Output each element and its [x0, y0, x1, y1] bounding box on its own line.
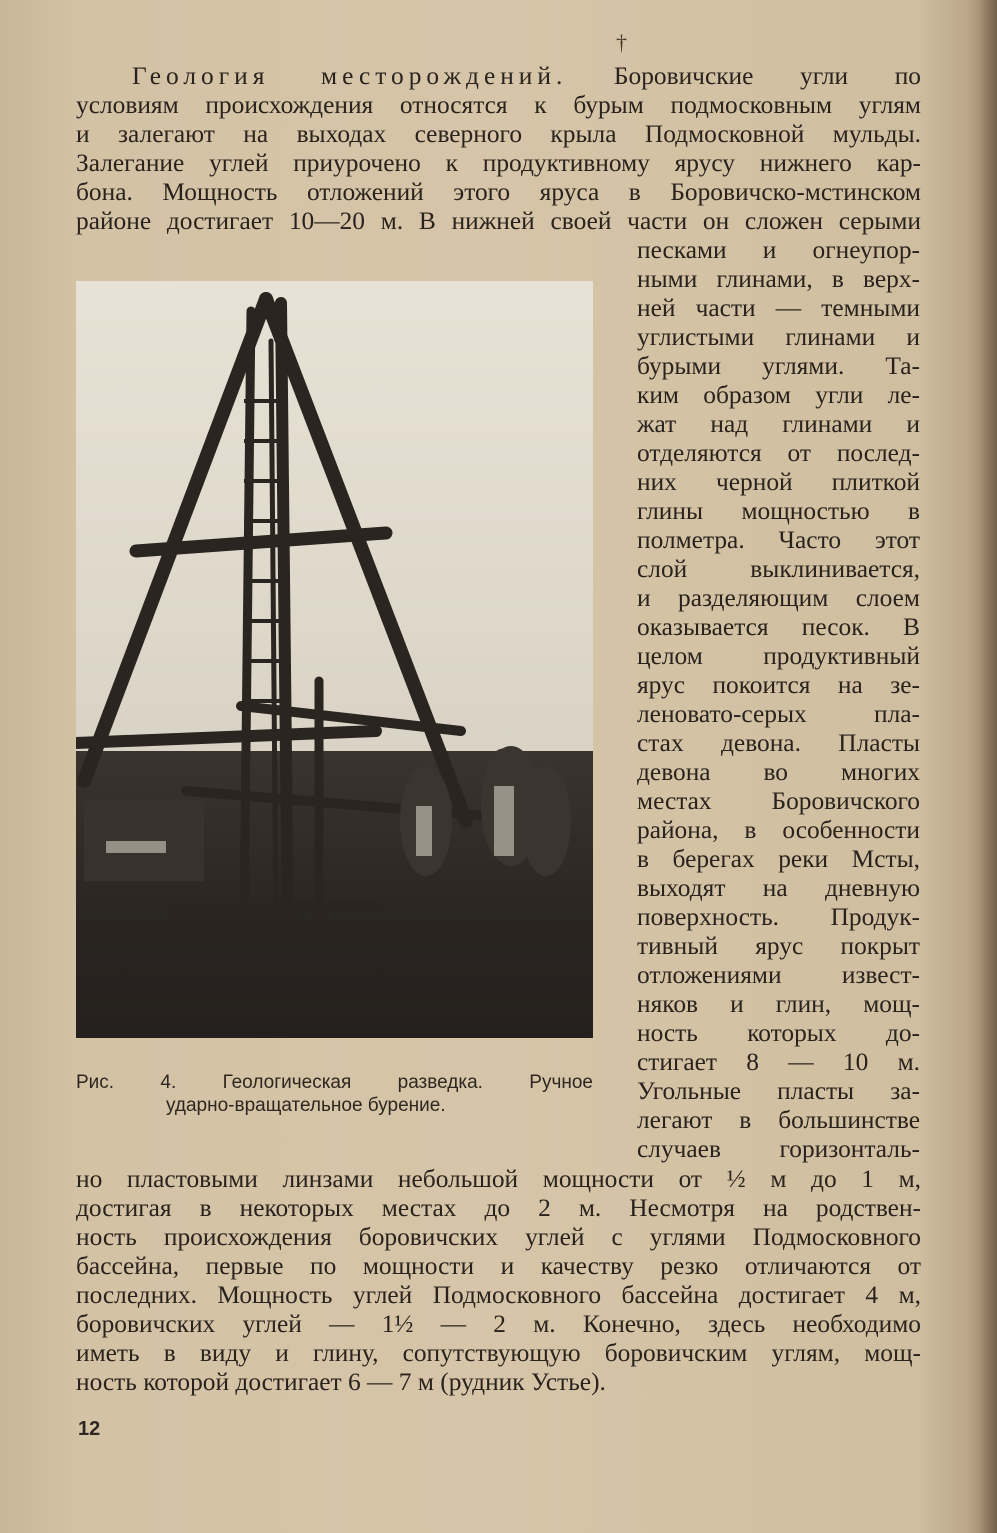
figure-caption: [76, 1071, 593, 1117]
column-line: бурыми углями. Та-: [637, 352, 920, 380]
column-line: девона во многих: [637, 758, 920, 786]
closing-paragraph: [76, 1165, 921, 1397]
column-line: ными глинами, в верх-: [637, 265, 920, 293]
column-line: выходят на дневную: [637, 874, 920, 902]
column-line: района, в особенности: [637, 816, 920, 844]
column-line: углистыми глинами и: [637, 323, 920, 351]
column-line: стах девона. Пласты: [637, 729, 920, 757]
text-line-6: районе достигает 10—20 м. В нижней своей части он сложен серыми: [76, 207, 921, 235]
column-line: слой выклинивается,: [637, 555, 920, 583]
column-line: поверхность. Продук-: [637, 903, 920, 931]
closing-line: бассейна, первые по мощности и качеству резко отличаются от: [76, 1252, 921, 1280]
text-line-3: и залегают на выходах северного крыла Подмосковной мульды.: [76, 120, 921, 148]
column-line: песками и огнеупор-: [637, 236, 920, 264]
page-edge-shadow: [979, 0, 997, 1533]
column-line: жат над глинами и: [637, 410, 920, 438]
caption-line-1: Рис. 4. Геологическая разведка. Ручное: [76, 1072, 593, 1093]
column-line: ность которых до-: [637, 1019, 920, 1047]
column-line: тивный ярус покрыт: [637, 932, 920, 960]
section-heading: Геология месторождений.: [132, 62, 568, 90]
column-line: Угольные пласты за-: [637, 1077, 920, 1105]
page-number: 12: [78, 1418, 101, 1440]
column-line: случаев горизонталь-: [637, 1135, 920, 1163]
column-line: целом продуктивный: [637, 642, 920, 670]
caption-line-2: ударно-вращательное бурение.: [166, 1095, 446, 1116]
drilling-rig-photo: [76, 281, 593, 1038]
closing-line: достигая в некоторых местах до 2 м. Несмотря на родствен-: [76, 1194, 921, 1222]
column-line: ярус покоится на зе-: [637, 671, 920, 699]
column-line: в берегах реки Мсты,: [637, 845, 920, 873]
closing-line: ность которой достигает 6 — 7 м (рудник Устье).: [76, 1368, 606, 1396]
column-line: местах Боровичского: [637, 787, 920, 815]
text-line-2: условиям происхождения относятся к бурым подмосковным углям: [76, 91, 921, 119]
intro-paragraph: [76, 62, 921, 236]
text-line-5: бона. Мощность отложений этого яруса в Боровичско-мстинском: [76, 178, 921, 206]
column-line: леновато-серых пла-: [637, 700, 920, 728]
closing-line: боровичских углей — 1½ — 2 м. Конечно, здесь необходимо: [76, 1310, 921, 1338]
figure-photo: [76, 281, 593, 1038]
top-mark: †: [616, 30, 627, 55]
column-line: легают в большинстве: [637, 1106, 920, 1134]
side-column-text: [637, 236, 920, 1164]
closing-line: иметь в виду и глину, сопутствующую боровичским углям, мощ-: [76, 1339, 921, 1367]
column-line: отложениями извест-: [637, 961, 920, 989]
column-line: оказывается песок. В: [637, 613, 920, 641]
heading-continuation: Боровичские угли по: [567, 62, 921, 90]
text-line-1: [76, 62, 921, 91]
closing-line: последних. Мощность углей Подмосковного бассейна достигает 4 м,: [76, 1281, 921, 1309]
column-line: отделяются от послед-: [637, 439, 920, 467]
text-line-4: Залегание углей приурочено к продуктивному ярусу нижнего кар-: [76, 149, 921, 177]
column-line: них черной плиткой: [637, 468, 920, 496]
column-line: и разделяющим слоем: [637, 584, 920, 612]
column-line: ким образом угли ле-: [637, 381, 920, 409]
column-line: полметра. Часто этот: [637, 526, 920, 554]
column-line: глины мощностью в: [637, 497, 920, 525]
column-line: стигает 8 — 10 м.: [637, 1048, 920, 1076]
column-line: ней части — темными: [637, 294, 920, 322]
closing-line: но пластовыми линзами небольшой мощности от ½ м до 1 м,: [76, 1165, 921, 1193]
closing-line: ность происхождения боровичских углей с углями Подмосковного: [76, 1223, 921, 1251]
column-line: няков и глин, мощ-: [637, 990, 920, 1018]
